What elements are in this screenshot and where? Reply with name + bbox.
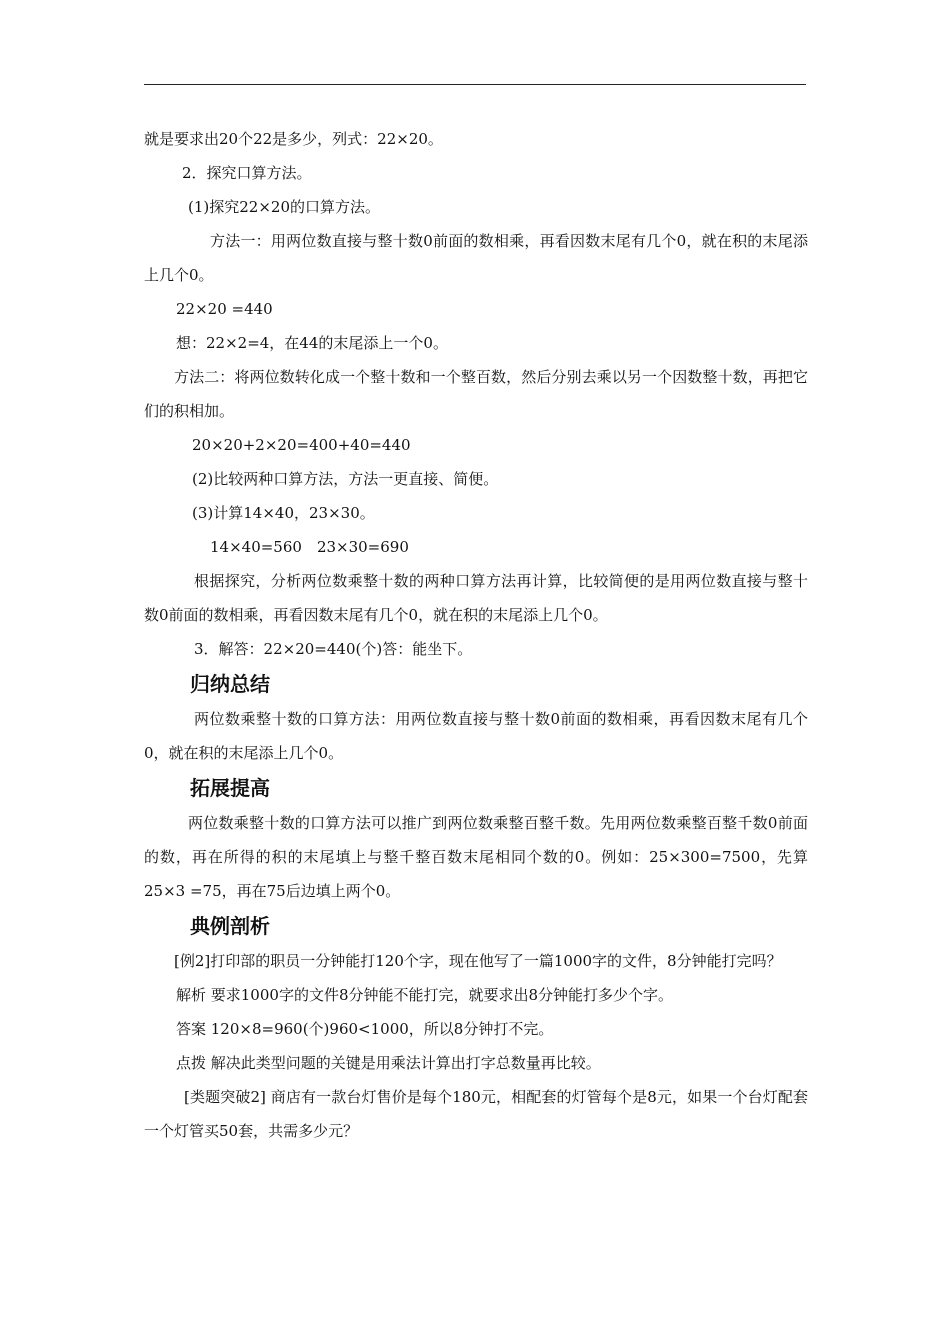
step-heading: 3．解答：22×20=440(个)答：能坐下。 (194, 640, 473, 658)
section-title: 归纳总结 (190, 672, 270, 696)
paragraph: 就是要求出20个22是多少，列式：22×20。 (144, 130, 443, 148)
sub-step: (2)比较两种口算方法，方法一更直接、简便。 (192, 470, 499, 488)
practice-question: [类题突破2] 商店有一款台灯售价是每个180元，相配套的灯管每个是8元，如果一个台灯配套一个灯管买50套，共需多少元？ (144, 1088, 808, 1140)
paragraph: 两位数乘整十数的口算方法可以推广到两位数乘整百整千数。先用两位数乘整百整千数0前面的数，再在所得的积的末尾填上与整千整百数末尾相同个数的0。例如：25×300=7500，先算25×3 =75，再在75后边填上两个0。 (144, 814, 808, 900)
step-heading: 2．探究口算方法。 (182, 164, 312, 182)
equation: 14×40=560 23×30=690 (210, 538, 409, 556)
example-tip: 点拨 解决此类型问题的关键是用乘法计算出打字总数量再比较。 (176, 1054, 601, 1072)
equation: 20×20+2×20=400+40=440 (192, 436, 411, 454)
example-analysis: 解析 要求1000字的文件8分钟能不能打完，就要求出8分钟能打多少个字。 (176, 986, 674, 1004)
example-answer: 答案 120×8=960(个)960<1000，所以8分钟打不完。 (176, 1020, 554, 1038)
method-two-paragraph: 方法二：将两位数转化成一个整十数和一个整百数，然后分别去乘以另一个因数整十数，再把它们的积相加。 (144, 368, 808, 420)
sub-step: (1)探究22×20的口算方法。 (188, 198, 380, 216)
document-body (144, 122, 808, 1148)
header-rule (144, 84, 806, 85)
equation: 22×20 =440 (176, 300, 273, 318)
section-title: 典例剖析 (190, 914, 270, 938)
sub-step: (3)计算14×40，23×30。 (192, 504, 375, 522)
method-one-paragraph: 方法一：用两位数直接与整十数0前面的数相乘，再看因数末尾有几个0，就在积的末尾添上几个0。 (144, 232, 808, 284)
paragraph: 两位数乘整十数的口算方法：用两位数直接与整十数0前面的数相乘，再看因数末尾有几个0，就在积的末尾添上几个0。 (144, 710, 808, 762)
example-question: [例2]打印部的职员一分钟能打120个字，现在他写了一篇1000字的文件，8分钟能打完吗？ (174, 952, 782, 970)
section-title: 拓展提高 (190, 776, 270, 800)
paragraph: 想：22×2=4，在44的末尾添上一个0。 (176, 334, 448, 352)
paragraph: 根据探究，分析两位数乘整十数的两种口算方法再计算，比较简便的是用两位数直接与整十数0前面的数相乘，再看因数末尾有几个0，就在积的末尾添上几个0。 (144, 572, 808, 624)
